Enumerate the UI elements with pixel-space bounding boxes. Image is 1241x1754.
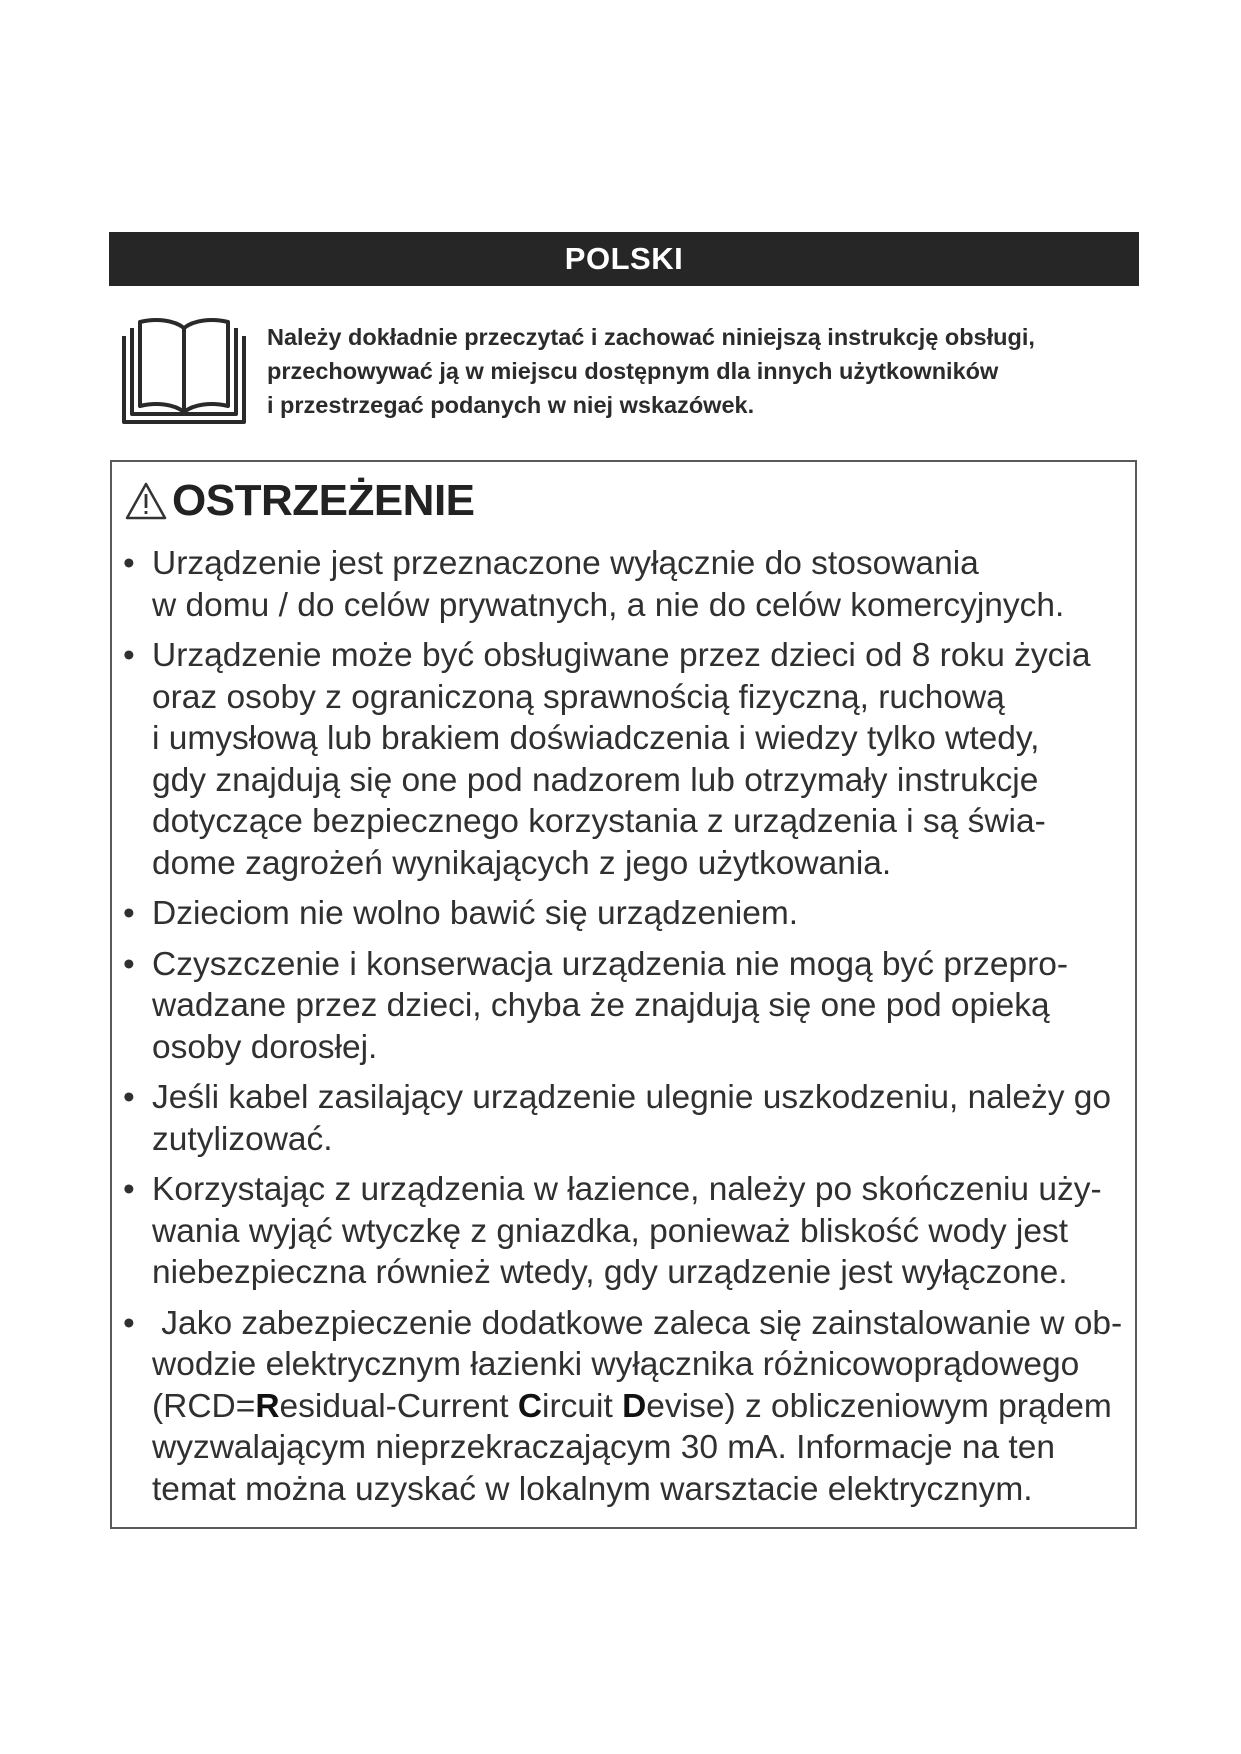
list-item [120,893,1132,935]
bullet: • [123,1171,135,1208]
item-line: wyzwalającym nieprzekraczającym 30 mA. Informacje na ten [152,1429,1055,1466]
item-line: wodzie elektrycznym łazienki wyłącznika różnicowoprądowego [152,1346,1080,1383]
bullet: • [123,637,135,674]
item-line: Korzystając z urządzenia w łazience, należy po skończeniu uży- [152,1171,1102,1208]
rcd-text: evise) z obliczeniowym prądem [646,1387,1112,1425]
warning-list [120,543,1132,1519]
bullet: • [123,1079,135,1116]
item-line: Dzieciom nie wolno bawić się urządzeniem. [152,895,799,932]
item-line: dotyczące bezpiecznego korzystania z urządzenia i są świa- [152,803,1046,840]
rcd-text: esidual-Current [279,1387,518,1425]
item-line: i umysłową lub brakiem doświadczenia i wiedzy tylko wtedy, [152,720,1040,757]
intro-line: przechowywać ją w miejscu dostępnym dla innych użytkowników [267,358,999,384]
read-instructions-notice [267,320,1137,422]
rcd-text: ircuit [542,1387,623,1425]
item-line: gdy znajdują się one pod nadzorem lub otrzymały instrukcje [152,761,1039,799]
item-line: Jeśli kabel zasilający urządzenie ulegnie uszkodzeniu, należy go [152,1079,1112,1116]
rcd-initial-r: R [255,1387,280,1425]
rcd-text: (RCD= [152,1387,256,1425]
item-line: niebezpieczna również wtedy, gdy urządzenie jest wyłączone. [152,1254,1068,1291]
item-line: Urządzenie może być obsługiwane przez dzieci od 8 roku życia [152,637,1091,674]
list-item [120,1169,1132,1294]
item-line: wania wyjąć wtyczkę z gniazdka, ponieważ bliskość wody jest [152,1212,1069,1250]
list-item [120,944,1132,1069]
item-line: w domu / do celów prywatnych, a nie do celów komercyjnych. [152,586,1065,624]
item-line: osoby dorosłej. [152,1028,378,1066]
bullet: • [123,945,135,983]
list-item [120,1303,1132,1511]
list-item [120,543,1132,626]
rcd-initial-d: D [622,1387,647,1425]
item-line: Jako zabezpieczenie dodatkowe zaleca się zainstalowanie w ob- [152,1304,1123,1342]
item-line: oraz osoby z ograniczoną sprawnością fizyczną, ruchową [152,678,1005,716]
open-book-icon [118,314,250,428]
bullet: • [123,1304,135,1342]
bullet: • [123,545,135,582]
intro-line: Należy dokładnie przeczytać i zachować niniejszą instrukcję obsługi, [267,324,1035,350]
item-line: wadzane przez dzieci, chyba że znajdują się one pod opieką [152,987,1050,1024]
warning-title: OSTRZEŻENIE [172,476,475,525]
warning-heading [124,473,475,529]
item-line: Czyszczenie i konserwacja urządzenia nie mogą być przepro- [152,945,1069,983]
language-label: POLSKI [564,241,684,276]
bullet: • [123,895,135,932]
warning-triangle-icon [124,481,168,521]
item-line: dome zagrożeń wynikających z jego użytkowania. [152,844,892,882]
item-line: temat można uzyskać w lokalnym warsztacie elektrycznym. [152,1470,1033,1508]
rcd-line [152,1386,1132,1428]
language-header [109,232,1139,286]
rcd-initial-c: C [517,1387,543,1425]
list-item [120,635,1132,884]
item-line: zutylizować. [152,1120,333,1158]
intro-line: i przestrzegać podanych w niej wskazówek. [267,392,755,418]
item-line: Urządzenie jest przeznaczone wyłącznie do stosowania [152,545,979,582]
list-item [120,1077,1132,1160]
